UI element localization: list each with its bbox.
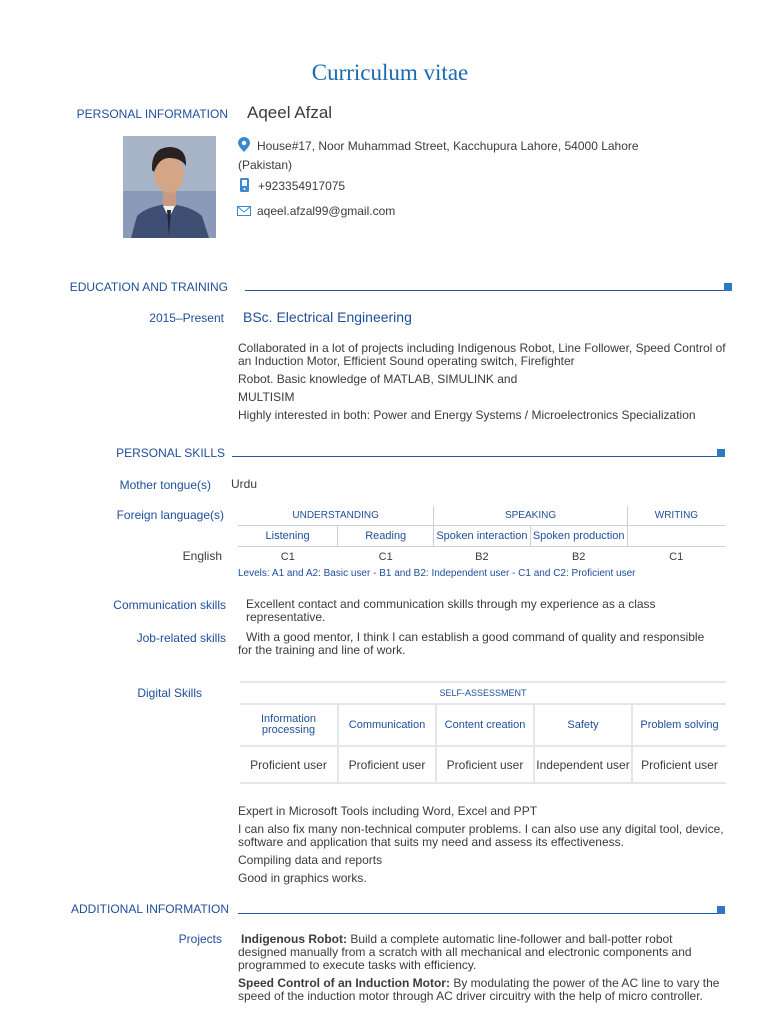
digital-level: Proficient user (338, 746, 436, 783)
digital-level: Proficient user (632, 746, 726, 783)
language-name: English (182, 549, 222, 563)
self-assessment-header: SELF-ASSESSMENT (240, 682, 726, 704)
level-listening: C1 (280, 550, 295, 563)
digital-category: Problem solving (632, 704, 726, 746)
address-line1: House#17, Noor Muhammad Street, Kacchupura Lahore, 54000 Lahore (257, 139, 639, 153)
listening-header: Listening (238, 526, 338, 547)
section-marker (717, 449, 725, 457)
digital-category: Content creation (436, 704, 534, 746)
project-title: Speed Control of an Induction Motor: (238, 976, 450, 990)
digital-level: Independent user (534, 746, 632, 783)
education-detail: Collaborated in a lot of projects including Indigenous Robot, Line Follower, Speed Control of an Induction Motor, Efficient Sound operating switch, Firefighter (238, 341, 726, 368)
reading-header: Reading (338, 526, 434, 547)
digital-note: I can also fix many non-technical computer problems. I can also use any digital tool, device, software and application that suits my need and assess its effectiveness. (238, 822, 724, 849)
mother-tongue-label: Mother tongue(s) (119, 478, 211, 492)
additional-section-label: ADDITIONAL INFORMATION (70, 902, 229, 916)
personal-section-label: PERSONAL INFORMATION (76, 107, 228, 121)
education-details (238, 342, 730, 427)
section-divider (232, 456, 718, 457)
speaking-header: SPEAKING (434, 506, 628, 526)
project-text: Build a complete automatic line-follower and ball-potter robot designed manually from a scratch with all mechanical and electronic components and programmed to execute tasks with efficiency. (238, 932, 692, 972)
foreign-language-label: Foreign language(s) (116, 508, 224, 522)
level-writing: C1 (669, 550, 684, 563)
profile-photo (123, 136, 216, 238)
email-icon (237, 206, 251, 216)
digital-level: Proficient user (436, 746, 534, 783)
project-item (238, 933, 724, 972)
digital-skills-table (240, 681, 726, 784)
candidate-name: Aqeel Afzal (247, 103, 333, 122)
project-item (238, 977, 724, 1003)
job-skills-label: Job-related skills (136, 631, 226, 645)
education-section-label: EDUCATION AND TRAINING (69, 280, 228, 294)
level-spoken-production: B2 (571, 550, 586, 563)
digital-level: Proficient user (240, 746, 338, 783)
project-text: By modulating the power of the AC line to vary the speed of the induction motor through AC driver circuitry with the help of micro controller. (238, 976, 720, 1003)
mother-tongue-value: Urdu (231, 477, 258, 491)
digital-skills-label: Digital Skills (137, 686, 202, 700)
digital-note: Good in graphics works. (238, 871, 367, 885)
spoken-interaction-header: Spoken interaction (434, 526, 530, 547)
understanding-header: UNDERSTANDING (238, 506, 434, 526)
education-detail: Highly interested in both: Power and Energy Systems / Microelectronics Specialization (238, 408, 696, 422)
skills-section-label: PERSONAL SKILLS (116, 446, 225, 460)
digital-category: Information processing (240, 704, 338, 746)
email-address[interactable]: aqeel.afzal99@gmail.com (257, 204, 396, 218)
education-date: 2015–Present (149, 311, 224, 325)
section-divider (238, 913, 718, 914)
phone-number: +923354917075 (258, 179, 346, 193)
education-detail: MULTISIM (238, 390, 295, 404)
job-skills-text: With a good mentor, I think I can establish a good command of quality and responsible for the training and line of work. (238, 630, 705, 657)
projects-label: Projects (178, 932, 222, 946)
section-divider (245, 290, 725, 291)
communication-skills-label: Communication skills (113, 598, 226, 612)
page-title: Curriculum vitae (311, 60, 469, 85)
digital-note: Compiling data and reports (238, 853, 383, 867)
address-line2: (Pakistan) (238, 158, 293, 172)
mobile-phone-icon (240, 178, 249, 192)
project-title: Indigenous Robot: (241, 932, 347, 946)
language-table (238, 506, 725, 566)
digital-notes (238, 805, 728, 890)
degree-title: BSc. Electrical Engineering (243, 309, 412, 325)
section-marker (724, 283, 732, 291)
levels-note: Levels: A1 and A2: Basic user - B1 and B2: Independent user - C1 and C2: Proficient user (238, 568, 636, 579)
digital-category: Safety (534, 704, 632, 746)
location-pin-icon (238, 137, 250, 152)
projects-list (238, 933, 724, 1008)
spoken-production-header: Spoken production (530, 526, 627, 547)
level-reading: C1 (378, 550, 393, 563)
education-detail: Robot. Basic knowledge of MATLAB, SIMULINK and (238, 372, 518, 386)
digital-note: Expert in Microsoft Tools including Word, Excel and PPT (238, 804, 538, 818)
writing-header: WRITING (627, 506, 725, 526)
digital-category: Communication (338, 704, 436, 746)
empty-cell (627, 526, 725, 547)
section-marker (717, 906, 725, 914)
level-spoken-interaction: B2 (475, 550, 489, 563)
communication-skills-text: Excellent contact and communication skills through my experience as a class representative. (246, 597, 656, 624)
